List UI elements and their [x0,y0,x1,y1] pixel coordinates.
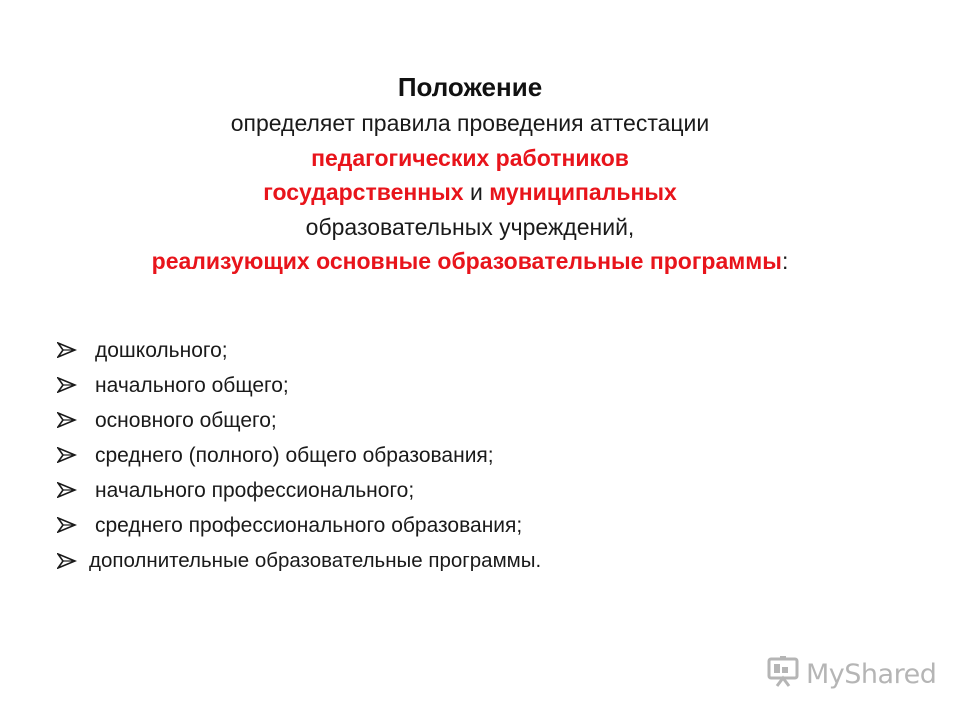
list-item [57,472,541,507]
list-item [57,367,541,402]
list-item-text: начального общего; [95,373,289,397]
arrow-bullet-icon [57,482,95,498]
arrow-bullet-icon [57,377,95,393]
heading-line-5-colon: : [781,248,789,274]
arrow-bullet-icon [57,447,95,463]
heading-line-5-programs: реализующих основные образовательные программы [151,248,782,274]
heading-line-5 [0,244,960,279]
list-item-text: среднего (полного) общего образования; [95,443,494,467]
heading-line-3-and: и [463,179,490,205]
list-item [57,437,541,472]
watermark [766,654,936,694]
heading-line-4: образовательных учреждений, [305,213,635,240]
heading-line-1: определяет правила проведения аттестации [230,110,710,136]
heading-line-2: педагогических работников [311,144,629,171]
heading-block [0,68,960,279]
heading-title: Положение [397,72,543,102]
presentation-board-icon [766,656,800,693]
arrow-bullet-icon [57,553,89,569]
watermark-text: MyShared [806,658,937,690]
heading-line-3-state: государственных [263,179,464,205]
heading-line-3 [0,175,960,210]
arrow-bullet-icon [57,412,95,428]
list-item-text: начального профессионального; [95,478,415,502]
list-item [57,542,541,577]
list-item-text: среднего профессионального образования; [95,513,523,537]
bullet-list [57,332,541,577]
list-item-text: основного общего; [95,408,277,432]
arrow-bullet-icon [57,517,95,533]
arrow-bullet-icon [57,342,95,358]
heading-line-3-municipal: муниципальных [489,179,677,205]
list-item-text: дополнительные образовательные программы. [89,549,542,573]
list-item [57,332,541,367]
list-item [57,402,541,437]
list-item [57,507,541,542]
list-item-text: дошкольного; [95,338,228,362]
